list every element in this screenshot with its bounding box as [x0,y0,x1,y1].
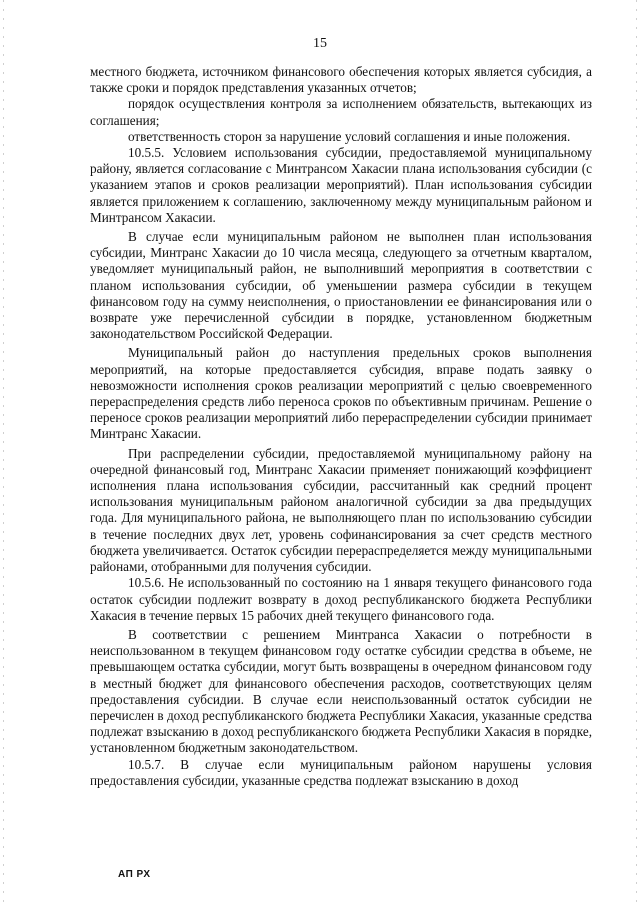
paragraph-9: В соответствии с решением Минтранса Хакасии о потребности в неиспользованном в текущем финансовом году остатке субсидии средства в объеме, не превышающем остатка субсидии, могут быть возвращены в очередном финансовом году в местный бюджет для финансового обеспечения расходов, соответствующих целям предоставления субсидии. В случае если неиспользованный остаток субсидии не перечислен в доход республиканского бюджета Республики Хакасия, указанные средства подлежат взысканию в доход республиканского бюджета Республики Хакасия в порядке, установленном бюджетным законодательством. [90,626,592,756]
paragraph-6: Муниципальный район до наступления предельных сроков выполнения мероприятий, на которые предоставляется субсидия, вправе подать заявку о невозможности исполнения сроков реализации мероприятий с целью своевременного перераспределения средств либо переноса сроков по объективным причинам. Решение о переносе сроков реализации мероприятий либо перераспределении субсидии принимает Минтранс Хакасии. [90,345,592,442]
paragraph-3: ответственность сторон за нарушение условий соглашения и иные положения. [128,128,571,144]
paragraph-5: В случае если муниципальным районом не выполнен план использования субсидии, Минтранс Хакасии до 10 числа месяца, следующего за отчетным кварталом, уведомляет муниципальный район, не выполнивший мероприятия в соответствии с планом использования субсидии, об уменьшении размера субсидии в текущем финансовом году на сумму неисполнения, о приостановлении ее финансирования или о возврате уже перечисленной субсидии в порядке, установленном бюджетным законодательством Российской Федерации. [90,229,592,342]
footer-code: АП РХ [118,869,151,880]
scan-edge-left [3,0,4,905]
paragraph-4: 10.5.5. Условием использования субсидии, предоставляемой муниципальному району, является согласование с Минтрансом Хакасии плана использования субсидии (с указанием этапов и сроков реализации мероприятий). План использования субсидии является приложением к соглашению, заключенному между муниципальным районом и Минтрансом Хакасии. [90,145,592,225]
paragraph-1: местного бюджета, источником финансового обеспечения которых является субсидия, а также сроки и порядок представления указанных отчетов; [90,64,592,96]
paragraph-7: При распределении субсидии, предоставляемой муниципальному району на очередной финансовый год, Минтранс Хакасии применяет понижающий коэффициент исполнения плана использования субсидии, рассчитанный как средний процент использования муниципальным районом аналогичной субсидии за два предыдущих года. Для муниципального района, не выполняющего план по использованию субсидии в течение последних двух лет, уровень софинансирования за счет средств местного бюджета увеличивается. Остаток субсидии перераспределяется между муниципальными районами, отобранными для получения субсидии. [90,445,592,575]
page-number: 15 [313,36,327,51]
document-body [90,64,592,789]
paragraph-10: 10.5.7. В случае если муниципальным районом нарушены условия предоставления субсидии, указанные средства подлежат взысканию в доход [90,756,592,788]
paragraph-2: порядок осуществления контроля за исполнением обязательств, вытекающих из соглашения; [90,96,592,128]
paragraph-8: 10.5.6. Не использованный по состоянию на 1 января текущего финансового года остаток субсидии подлежит возврату в доход республиканского бюджета Республики Хакасия в течение первых 15 рабочих дней текущего финансового года. [90,575,592,623]
scan-edge-right [636,0,637,905]
